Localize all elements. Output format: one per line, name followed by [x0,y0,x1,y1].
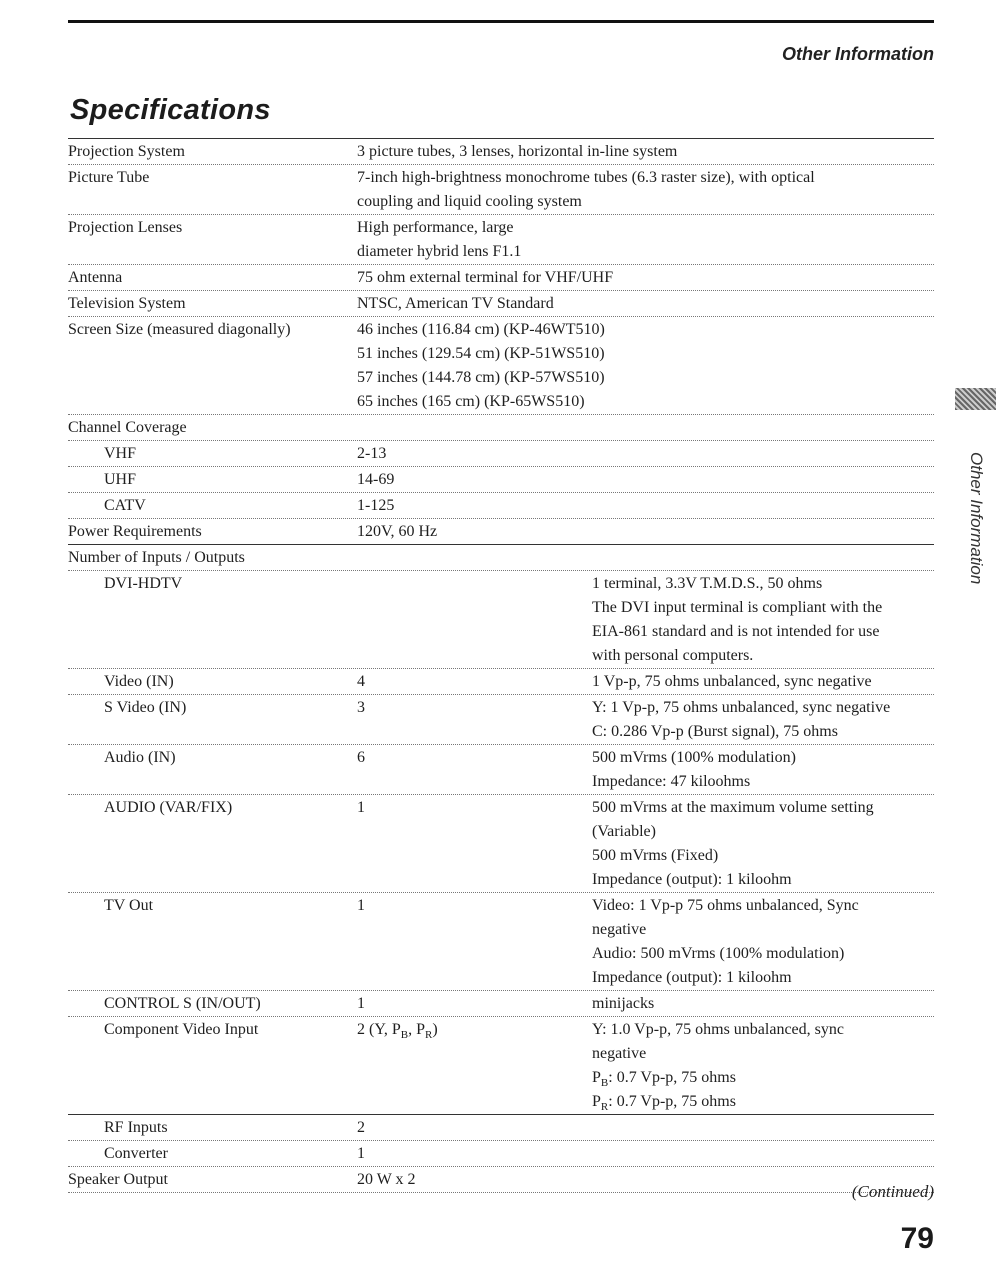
spec-value: 57 inches (144.78 cm) (KP-57WS510) [357,369,605,386]
spec-value: 120V, 60 Hz [357,523,438,540]
spec-label: Screen Size (measured diagonally) [68,321,291,338]
spec-count: 1 [357,897,365,914]
spec-row-tv-out [68,892,934,990]
spec-row-screen-size [68,316,934,414]
spec-desc: 500 mVrms at the maximum volume setting [592,799,874,816]
spec-label: UHF [104,471,137,488]
spec-row-rf-inputs [68,1114,934,1140]
spec-desc: Impedance: 47 kiloohms [592,773,751,790]
spec-count: 1 [357,799,365,816]
spec-row-vhf [68,440,934,466]
spec-value: 51 inches (129.54 cm) (KP-51WS510) [357,345,605,362]
spec-desc: Impedance (output): 1 kiloohm [592,969,792,986]
spec-row-video-in [68,668,934,694]
spec-desc: Y: 1 Vp-p, 75 ohms unbalanced, sync negative [592,699,891,716]
spec-row-projection-lenses [68,214,934,264]
spec-desc: Impedance (output): 1 kiloohm [592,871,792,888]
spec-row-power [68,518,934,544]
spec-value: 3 picture tubes, 3 lenses, horizontal in-line system [357,143,678,160]
spec-value: 2-13 [357,445,387,462]
spec-label: Number of Inputs / Outputs [68,549,245,566]
spec-desc: (Variable) [592,823,656,840]
spec-row-channel-coverage [68,414,934,440]
spec-row-component-video [68,1016,934,1114]
spec-value: coupling and liquid cooling system [357,193,582,210]
spec-desc: 500 mVrms (Fixed) [592,847,719,864]
spec-label: DVI-HDTV [104,575,183,592]
spec-value: 1-125 [357,497,395,514]
spec-row-dvi-hdtv [68,570,934,668]
spec-label: AUDIO (VAR/FIX) [104,799,233,816]
spec-count: 4 [357,673,365,690]
spec-desc-pb: $P_B$: 0.7 Vp-p, 75 ohms [592,1069,736,1090]
specifications-table [68,138,934,1193]
spec-count: 3 [357,699,365,716]
spec-row-television-system [68,290,934,316]
spec-row-audio-in [68,744,934,794]
spec-desc: Video: 1 Vp-p 75 ohms unbalanced, Sync [592,897,859,914]
page-number: 79 [900,1222,934,1255]
spec-desc-pr: $P_R$: 0.7 Vp-p, 75 ohms [592,1093,736,1114]
spec-label: Antenna [68,269,123,286]
spec-label: Speaker Output [68,1171,168,1188]
spec-count: 2 (Y, $P_B$, $P_R$) [357,1021,438,1042]
spec-row-audio-var-fix [68,794,934,892]
side-tab-label: Other Information [967,452,986,585]
spec-label: Audio (IN) [104,749,176,766]
spec-label: Channel Coverage [68,419,187,436]
spec-value: 14-69 [357,471,395,488]
spec-label: Projection System [68,143,185,160]
page-title: Specifications [70,94,271,126]
spec-row-control-s [68,990,934,1016]
spec-desc: C: 0.286 Vp-p (Burst signal), 75 ohms [592,723,838,740]
spec-label: CATV [104,497,146,514]
spec-desc: minijacks [592,995,655,1012]
spec-desc: with personal computers. [592,647,754,664]
spec-label: Picture Tube [68,169,150,186]
section-label: Other Information [782,44,934,64]
spec-label: Video (IN) [104,673,174,690]
spec-value: 20 W x 2 [357,1171,416,1188]
spec-value: diameter hybrid lens F1.1 [357,243,522,260]
spec-desc: 500 mVrms (100% modulation) [592,749,796,766]
spec-row-uhf [68,466,934,492]
spec-label: TV Out [104,897,154,914]
spec-row-projection-system [68,138,934,164]
spec-value: 75 ohm external terminal for VHF/UHF [357,269,614,286]
spec-desc: 1 Vp-p, 75 ohms unbalanced, sync negative [592,673,872,690]
spec-count: 6 [357,749,365,766]
spec-label: Component Video Input [104,1021,259,1038]
spec-label: CONTROL S (IN/OUT) [104,995,261,1012]
spec-value: NTSC, American TV Standard [357,295,554,312]
spec-desc: Y: 1.0 Vp-p, 75 ohms unbalanced, sync [592,1021,844,1038]
spec-desc: EIA-861 standard and is not intended for use [592,623,880,640]
spec-count: 2 [357,1119,365,1136]
spec-row-antenna [68,264,934,290]
spec-desc: negative [592,921,647,938]
top-rule [68,20,934,23]
spec-label: Projection Lenses [68,219,183,236]
spec-row-catv [68,492,934,518]
spec-count: 1 [357,995,365,1012]
spec-desc: negative [592,1045,647,1062]
spec-value: 46 inches (116.84 cm) (KP-46WT510) [357,321,605,338]
spec-desc: The DVI input terminal is compliant with the [592,599,883,616]
side-tab-marker [955,388,996,410]
spec-label: Converter [104,1145,168,1162]
spec-row-s-video-in [68,694,934,744]
spec-value: High performance, large [357,219,514,236]
spec-row-converter [68,1140,934,1166]
continued-note: (Continued) [851,1182,934,1201]
spec-label: S Video (IN) [104,699,187,716]
spec-row-speaker-output [68,1166,934,1193]
spec-row-picture-tube [68,164,934,214]
spec-label: VHF [104,445,137,462]
spec-label: Power Requirements [68,523,202,540]
spec-label: Television System [68,295,186,312]
spec-desc: Audio: 500 mVrms (100% modulation) [592,945,845,962]
spec-count [357,572,592,596]
spec-value: 7-inch high-brightness monochrome tubes (6.3 raster size), with optical [357,169,815,186]
spec-count: 1 [357,1145,365,1162]
spec-desc: 1 terminal, 3.3V T.M.D.S., 50 ohms [592,575,823,592]
spec-value: 65 inches (165 cm) (KP-65WS510) [357,393,585,410]
spec-row-inputs-outputs [68,544,934,570]
spec-label: RF Inputs [104,1119,168,1136]
